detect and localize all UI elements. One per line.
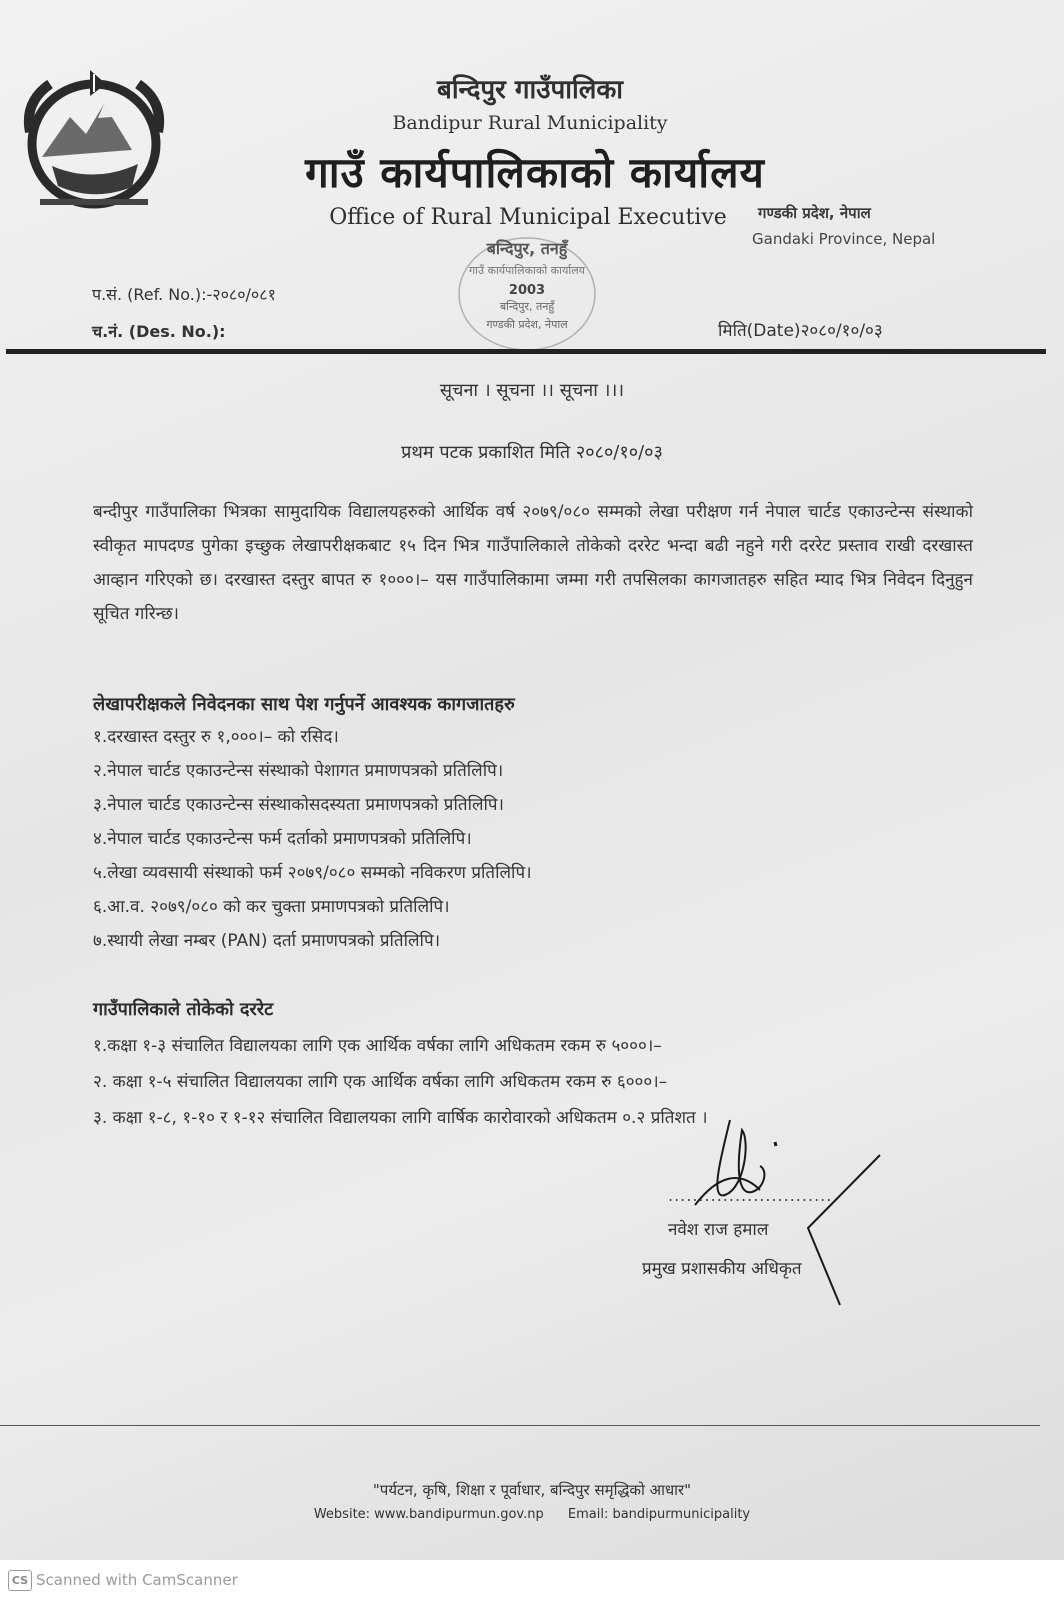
footer-contact bbox=[0, 1507, 1064, 1522]
date-label: मिति(Date) bbox=[718, 321, 801, 341]
list-item: २. कक्षा १-५ संचालित विद्यालयका लागि एक आर्थिक वर्षका लागि अधिकतम रकम रु ६०००।– bbox=[93, 1072, 668, 1092]
handwritten-signature bbox=[690, 1100, 900, 1320]
requirements-list bbox=[93, 720, 532, 958]
list-item: ७.स्थायी लेखा नम्बर (PAN) दर्ता प्रमाणपत्रको प्रतिलिपि। bbox=[93, 931, 441, 951]
office-stamp bbox=[452, 232, 602, 357]
list-item: ३. कक्षा १-८, १-१० र १-१२ संचालित विद्यालयका लागि वार्षिक कारोवारको अधिकतम ०.२ प्रतिशत । bbox=[93, 1108, 708, 1128]
rates-list bbox=[93, 1028, 708, 1136]
province-np: गण्डकी प्रदेश, नेपाल bbox=[758, 204, 871, 222]
ref-label: प.सं. (Ref. No.):- bbox=[92, 285, 213, 304]
date-value: २०८०/१०/०३ bbox=[800, 321, 883, 341]
reference-number bbox=[92, 283, 276, 305]
list-item: ४.नेपाल चार्टड एकाउन्टेन्स फर्म दर्ताको प्रमाणपत्रको प्रतिलिपि। bbox=[93, 829, 472, 849]
list-item: ५.लेखा व्यवसायी संस्थाको फर्म २०७९/०८० सम्मको नविकरण प्रतिलिपि। bbox=[93, 863, 532, 883]
stamp-top-text: बन्दिपुर, तनहुँ bbox=[486, 239, 568, 258]
signatory-name: नवेश राज हमाल bbox=[668, 1220, 769, 1240]
nepal-emblem-icon bbox=[20, 62, 168, 214]
dispatch-number-label: च.नं. (Des. No.): bbox=[92, 322, 226, 341]
camscanner-label: Scanned with CamScanner bbox=[36, 1571, 238, 1589]
ref-value: २०८०/०८१ bbox=[212, 285, 276, 304]
stamp-mid-text: बन्दिपुर, तनहुँ bbox=[499, 300, 555, 313]
notice-body: बन्दीपुर गाउँपालिका भित्रका सामुदायिक विद्यालयहरुको आर्थिक वर्ष २०७९/०८० सम्मको लेखा परीक्षण गर्न नेपाल चार्टड एकाउन्टेन्स संस्थाको स्वीकृत मापदण्ड पुगेका इच्छुक लेखापरीक्षकबाट १५ दिन भित्र गाउँपालिकाले तोकेको दररेट भन्दा बढी नहुने गरी दररेट प्रस्ताव राखी दरखास्त आव्हान गरिएको छ। दरखास्त दस्तुर बापत रु १०००।– यस गाउँपालिकामा जम्मा गरी तपसिलका कागजातहरु सहित म्याद भित्र निवेदन दिनुहुन सूचित गरिन्छ। bbox=[93, 502, 973, 624]
notice-heading: सूचना । सूचना ।। सूचना ।।। bbox=[439, 380, 625, 401]
list-item: ६.आ.व. २०७९/०८० को कर चुक्ता प्रमाणपत्रको प्रतिलिपि। bbox=[93, 897, 450, 917]
footer-divider bbox=[0, 1425, 1040, 1426]
list-item: १.कक्षा १-३ संचालित विद्यालयका लागि एक आर्थिक वर्षका लागि अधिकतम रकम रु ५०००।– bbox=[93, 1036, 662, 1056]
municipality-name-en: Bandipur Rural Municipality bbox=[392, 112, 668, 134]
signatory-title: प्रमुख प्रशासकीय अधिकृत bbox=[642, 1259, 802, 1279]
signature-line: ........................... bbox=[668, 1186, 833, 1205]
header-divider bbox=[6, 349, 1046, 354]
stamp-ring-text: गाउँ कार्यपालिकाको कार्यालय bbox=[468, 264, 586, 277]
list-item: २.नेपाल चार्टड एकाउन्टेन्स संस्थाको पेशागत प्रमाणपत्रको प्रतिलिपि। bbox=[93, 761, 504, 781]
footer-motto: "पर्यटन, कृषि, शिक्षा र पूर्वाधार, बन्दिपुर समृद्धिको आधार" bbox=[372, 1481, 692, 1499]
footer-email: Email: bandipurmunicipality bbox=[567, 1507, 751, 1522]
office-title-en: Office of Rural Municipal Executive bbox=[329, 205, 727, 230]
municipality-name-np: बन्दिपुर गाउँपालिका bbox=[436, 75, 624, 105]
footer-website: Website: www.bandipurmun.gov.np bbox=[313, 1507, 544, 1522]
requirements-title: लेखापरीक्षकले निवेदनका साथ पेश गर्नुपर्ने आवश्यक कागजातहरु bbox=[93, 694, 515, 715]
first-published-date: प्रथम पटक प्रकाशित मिति २०८०/१०/०३ bbox=[401, 442, 663, 463]
camscanner-icon: CS bbox=[8, 1570, 32, 1591]
stamp-bottom-text: गण्डकी प्रदेश, नेपाल bbox=[486, 318, 568, 331]
stamp-year: 2003 bbox=[508, 283, 546, 298]
office-title-np: गाउँ कार्यपालिकाको कार्यालय bbox=[305, 148, 765, 197]
province-en: Gandaki Province, Nepal bbox=[752, 230, 936, 248]
list-item: ३.नेपाल चार्टड एकाउन्टेन्स संस्थाकोसदस्यता प्रमाणपत्रको प्रतिलिपि। bbox=[93, 795, 504, 815]
rates-title: गाउँपालिकाले तोकेको दररेट bbox=[93, 999, 274, 1020]
letter-date bbox=[718, 318, 883, 341]
list-item: १.दरखास्त दस्तुर रु १,०००।– को रसिद। bbox=[93, 727, 339, 747]
